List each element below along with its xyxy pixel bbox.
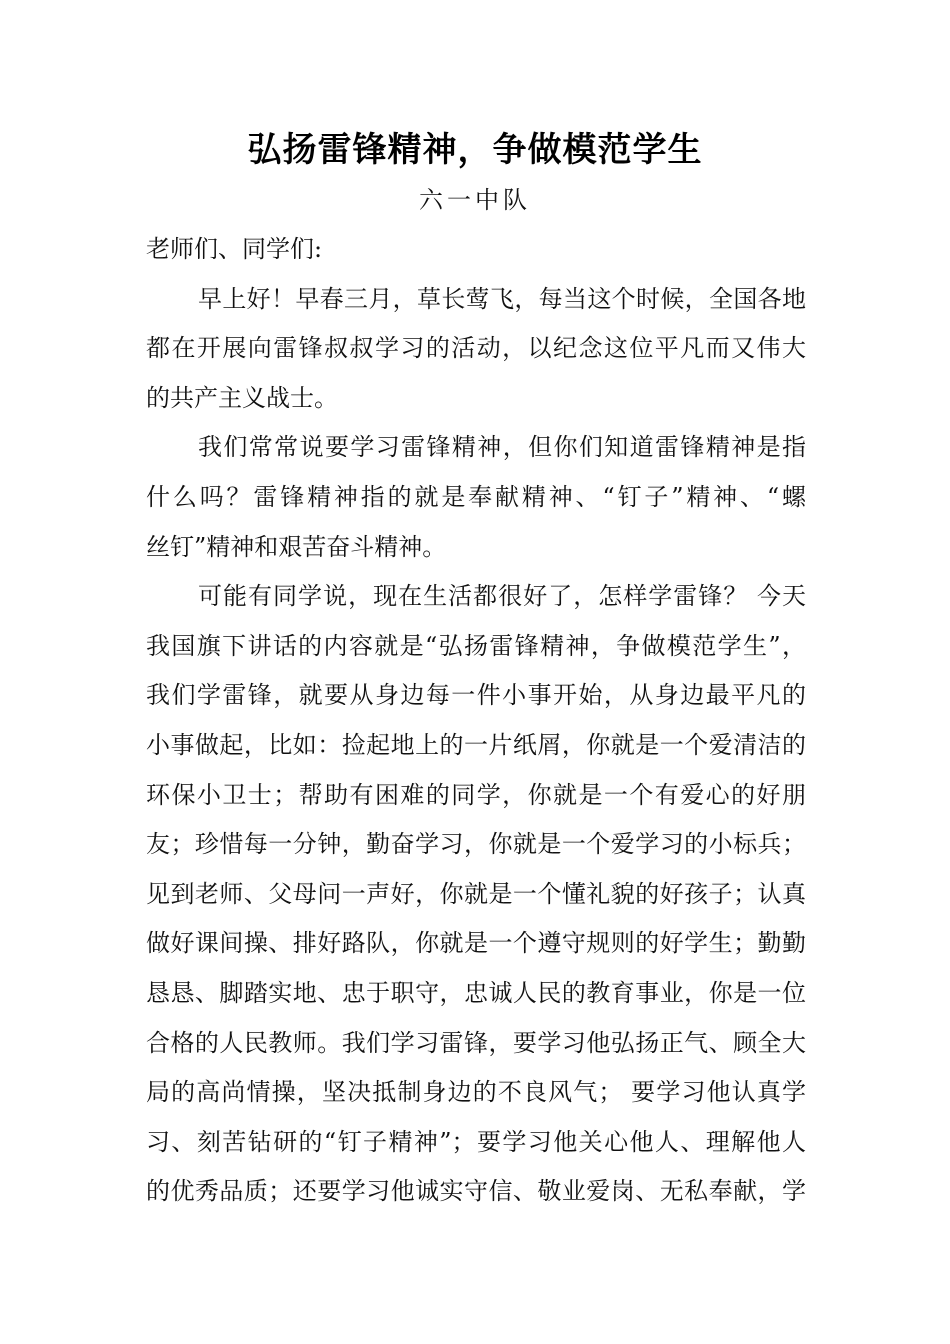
document-body: [146, 225, 806, 1217]
paragraph-line: 早上好！早春三月，草长莺飞，每当这个时候，全国各地: [198, 284, 806, 313]
paragraph-line: 恳恳、脚踏实地、忠于职守，忠诚人民的教育事业，你是一位: [146, 978, 806, 1007]
paragraph-line: 友；珍惜每一分钟，勤奋学习，你就是一个爱学习的小标兵；: [146, 830, 806, 859]
paragraph-line: 做好课间操、排好路队，你就是一个遵守规则的好学生；勤勤: [146, 929, 806, 958]
paragraph-line: 可能有同学说，现在生活都很好了，怎样学雷锋？ 今天: [198, 582, 806, 611]
paragraph-line: 的优秀品质；还要学习他诚实守信、敬业爱岗、无私奉献，学: [146, 1177, 806, 1206]
document-title: 弘扬雷锋精神，争做模范学生: [247, 130, 703, 170]
salutation-line: 老师们、同学们:: [146, 235, 323, 263]
paragraph-line: 什么吗？雷锋精神指的就是奉献精神、“钉子”精神、“螺: [146, 482, 806, 511]
paragraph-line: 局的高尚情操，坚决抵制身边的不良风气； 要学习他认真学: [146, 1078, 806, 1107]
paragraph-line: 我们常常说要学习雷锋精神，但你们知道雷锋精神是指: [198, 433, 806, 462]
paragraph-line: 我们学雷锋，就要从身边每一件小事开始，从身边最平凡的: [146, 681, 806, 710]
paragraph-line: 见到老师、父母问一声好，你就是一个懂礼貌的好孩子；认真: [146, 879, 806, 908]
paragraph-line: 环保小卫士；帮助有困难的同学，你就是一个有爱心的好朋: [146, 780, 806, 809]
paragraph-line: 合格的人民教师。我们学习雷锋，要学习他弘扬正气、顾全大: [146, 1028, 806, 1057]
paragraph-line: 的共产主义战士。: [146, 383, 338, 412]
paragraph-line: 小事做起，比如：捡起地上的一片纸屑，你就是一个爱清洁的: [146, 730, 806, 759]
paragraph-line: 都在开展向雷锋叔叔学习的活动，以纪念这位平凡而又伟大: [146, 334, 806, 363]
paragraph-line: 丝钉”精神和艰苦奋斗精神。: [146, 532, 447, 561]
paragraph-line: 我国旗下讲话的内容就是“弘扬雷锋精神，争做模范学生”，: [146, 631, 806, 660]
document-subtitle: 六一中队: [419, 186, 531, 214]
paragraph-line: 习、刻苦钻研的“钉子精神”；要学习他关心他人、理解他人: [146, 1127, 806, 1156]
